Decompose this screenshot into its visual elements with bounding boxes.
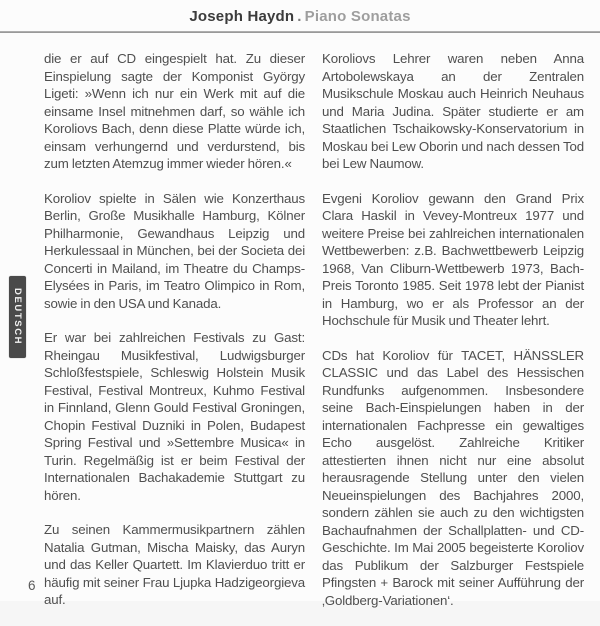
page-title	[0, 8, 600, 25]
page-number: 6	[28, 578, 36, 593]
paragraph-teachers: Koroliovs Lehrer waren neben Anna Artobolewskaya an der Zentralen Musikschule Moskau auch Heinrich Neuhaus und Maria Judina. Später studierte er am Staatlichen Tschaikowsky-Konservatorium in Moskau bei Lew Oborin und nach dessen Tod bei Lew Naumow.	[322, 51, 584, 171]
paragraph-prizes: Evgeni Koroliov gewann den Grand Prix Clara Haskil in Vevey-Montreux 1977 und weitere Preise bei zahlreichen internationalen Wettbewerben: z.B. Bachwettbewerb Leipzig 1968, Van Cliburn-Wettbewerb 1973, Bach-Preis Toronto 1985. Seit 1978 lebt der Pianist in Hamburg, wo er als Professor an der Hochschule für Musik und Theater lehrt.	[322, 190, 584, 328]
title-work: Piano Sonatas	[304, 8, 411, 25]
paragraph-concert-halls: Koroliov spielte in Sälen wie Konzerthaus Berlin, Große Musikhalle Hamburg, Kölner Philharmonie, Gewandhaus Leipzig und Herkulessaal in München, bei der Societa dei Concerti in Mailand, im Theatre du Champs-Elysées in Paris, im Teatro Olimpico in Rom, sowie in den USA und Kanada.	[44, 190, 305, 311]
text-column-right	[322, 50, 584, 626]
language-tab-deutsch	[9, 276, 26, 358]
paragraph-recordings: CDs hat Koroliov für TACET, HÄNSSLER CLASSIC und das Label des Hessischen Rundfunks aufgenommen. Insbesondere seine Bach-Einspielungen haben in der internationalen Fachpresse ein gewaltiges Echo ausgelöst. Zahlreiche Kritiker attestierten ihnen nicht nur eine absolut herausragende Stellung unter den vielen Neueinspielungen des Bachjahres 2000, sondern zählen sie auch zu den wichtigsten Bachaufnahmen der Schallplatten- und CD-Geschichte. Im Mai 2005 begeisterte Koroliov das Publikum der Salzburger Festspiele Pfingsten + Barock mit seiner Aufführung der ‚Goldberg-Variationen‘.	[322, 347, 584, 608]
language-tab-label: DEUTSCH	[12, 288, 23, 346]
header-divider-line	[0, 31, 600, 33]
text-column-left	[44, 50, 305, 626]
title-composer: Joseph Haydn	[189, 8, 295, 25]
paragraph-festivals: Er war bei zahlreichen Festivals zu Gast: Rheingau Musikfestival, Ludwigsburger Schloßfestspiele, Schleswig Holstein Musik Festival, Festival Montreux, Kuhmo Festival in Finnland, Glenn Gould Festival Groningen, Chopin Festival Duzniki in Polen, Budapest Spring Festival und »Settembre Musica« in Turin. Regelmäßig ist er beim Festival der Internationalen Bachakademie Stuttgart zu hören.	[44, 330, 305, 503]
paragraph-chamber-music: Zu seinen Kammermusikpartnern zählen Natalia Gutman, Mischa Maisky, das Auryn und das Keller Quartett. Im Klavierduo tritt er häufig mit seiner Frau Ljupka Hadzigeorgieva auf.	[44, 522, 305, 607]
title-separator-dot: .	[297, 8, 302, 25]
paragraph-ligeti-quote: die er auf CD eingespielt hat. Zu dieser Einspielung sagte der Komponist György Ligeti: »Wenn ich nur ein Werk mit auf die einsame Insel mitnehmen darf, so wähle ich Koroliovs Bach, denn diese Platte würde ich, einsam verhungernd und verdurstend, bis zum letzten Atemzug immer wieder hören.«	[44, 51, 305, 171]
